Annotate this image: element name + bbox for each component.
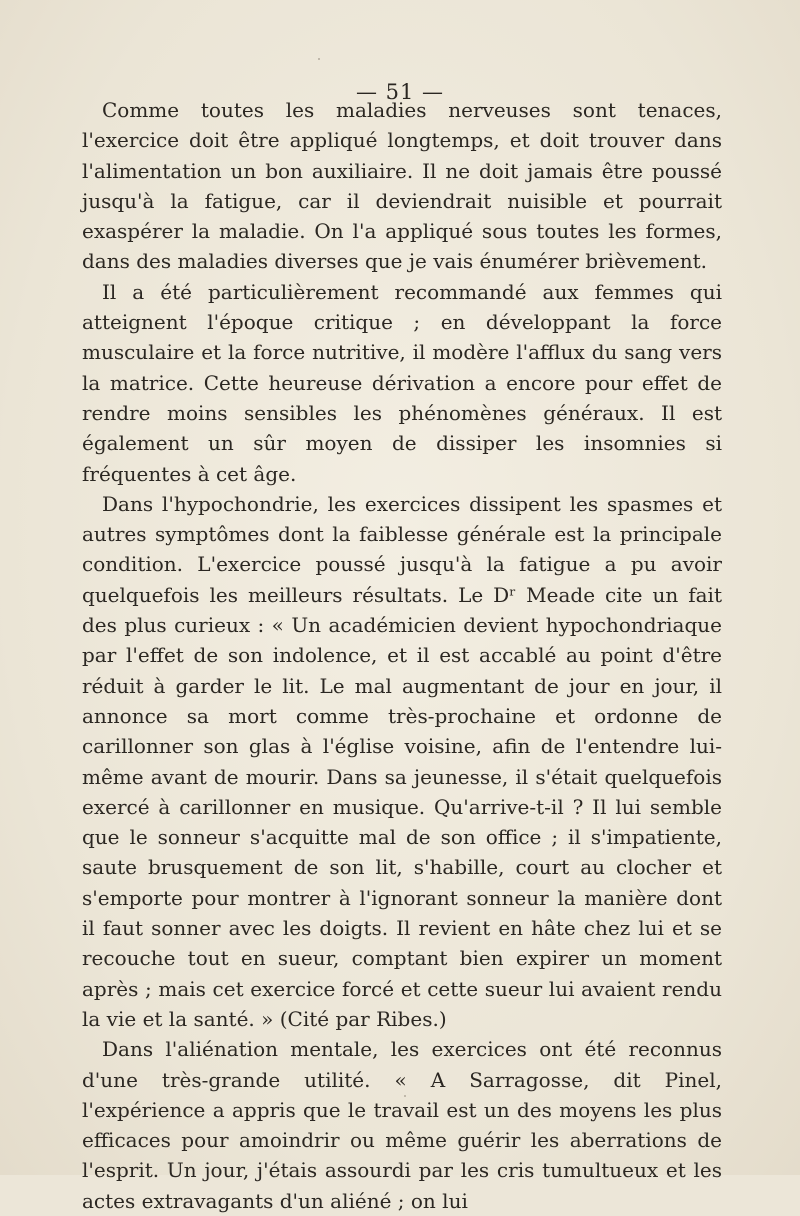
page-number: — 51 — (355, 80, 445, 104)
paper-speck (318, 58, 320, 60)
paragraph-1: Comme toutes les maladies nerveuses sont tenaces, l'exercice doit être appliqué longtemps, et doit trouver dans l'alimentation un bon auxiliaire. Il ne doit jamais être poussé jusqu'à la fatigue, car il deviendrait nuisible et pourrait exaspérer la maladie. On l'a appliqué sous toutes les formes, dans des maladies diverses que je vais énumérer brièvement. (82, 98, 722, 274)
paragraph-3: Dans l'hypochondrie, les exercices dissipent les spasmes et autres symptômes dont la faiblesse générale est la principale condition. L'exercice poussé jusqu'à la fatigue a pu avoir quelquefois les meilleurs résultats. Le Dʳ Meade cite un fait des plus curieux : « Un académicien devient hypochondriaque par l'effet de son indolence, et il est accablé au point d'être réduit à garder le lit. Le mal augmentant de jour en jour, il annonce sa mort comme très-prochaine et ordonne de carillonner son glas à l'église voisine, afin de l'entendre lui-même avant de mourir. Dans sa jeunesse, il s'était quelquefois exercé à carillonner en musique. Qu'arrive-t-il ? Il lui semble que le sonneur s'acquitte mal de son office ; il s'impatiente, saute brusquement de son lit, s'habille, court au clocher et s'emporte pour montrer à l'ignorant sonneur la manière dont il faut sonner avec les doigts. Il revient en hâte chez lui et se recouche tout en sueur, comptant bien expirer un moment après ; mais cet exercice forcé et cette sueur lui avaient rendu la vie et la santé. » (Cité par Ribes.) (82, 491, 722, 1031)
body-text (82, 95, 722, 1216)
paragraph-4: Dans l'aliénation mentale, les exercices ont été reconnus d'une très-grande utilité. « A Sarragosse, dit Pinel, l'expérience a appris que le travail est un des moyens les plus efficaces pour amoindrir ou même guérir les aberrations de l'esprit. Un jour, j'étais assourdi par les cris tumultueux et les actes extravagants d'un aliéné ; on lui (82, 1037, 722, 1213)
paper-speck (404, 1095, 406, 1097)
paragraph-2: Il a été particulièrement recommandé aux femmes qui atteignent l'époque critique ; en développant la force musculaire et la force nutritive, il modère l'afflux du sang vers la matrice. Cette heureuse dérivation a encore pour effet de rendre moins sensibles les phénomènes généraux. Il est également un sûr moyen de dissiper les insomnies si fréquentes à cet âge. (82, 279, 722, 486)
